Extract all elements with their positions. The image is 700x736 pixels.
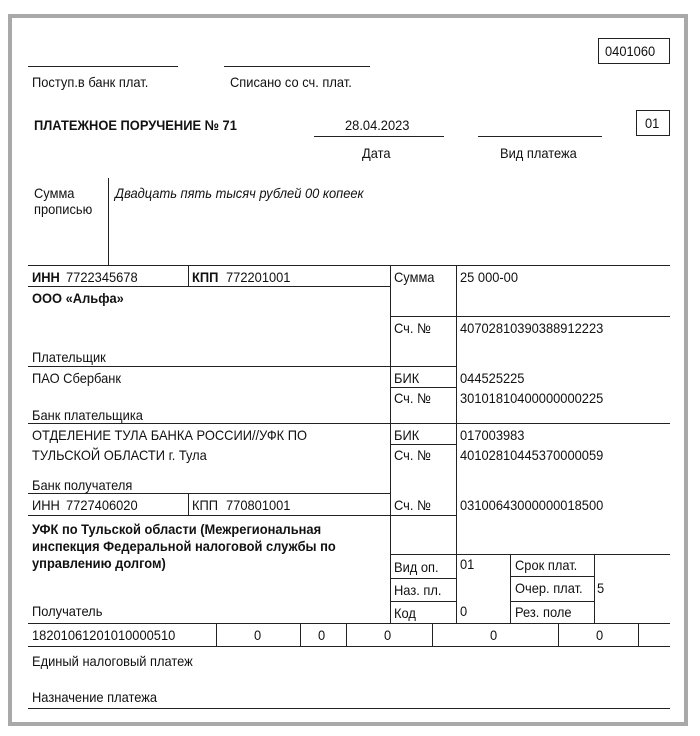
grid-line [28,493,390,494]
grid-line [188,493,189,515]
grid-line [28,623,670,624]
op-type-label: Вид оп. [394,559,439,575]
grid-line [456,265,457,623]
doc-number-value: 0 [490,627,498,643]
purpose-label: Назначение платежа [32,689,158,705]
payer-kpp-label: КПП [192,269,219,285]
grid-line [300,623,301,646]
payer-name: ООО «Альфа» [32,290,124,306]
code-label: Код [394,605,416,621]
status-code: 01 [645,115,660,131]
grid-line [28,366,456,367]
recipient-name-3: управлению долгом) [32,555,166,571]
doc-date-value: 0 [596,627,604,643]
priority-label: Очер. плат. [515,580,583,596]
payer-bank-name: ПАО Сбербанк [32,370,122,386]
grid-line [510,576,594,577]
received-label: Поступ.в банк плат. [32,74,149,90]
payer-inn-label: ИНН [32,269,60,285]
amount-words-label-2: прописью [34,201,93,217]
grid-line [28,265,670,266]
recipient-name-1: УФК по Тульской области (Межрегиональная [32,521,322,537]
payer-bank-account-label: Сч. № [394,390,431,406]
grid-line [28,646,670,647]
grid-line [390,578,456,579]
recipient-inn: 7727406020 [66,497,138,513]
recipient-account: 03100643000000018500 [460,497,604,513]
amount-words-value: Двадцать пять тысяч рублей 00 копеек [115,185,364,201]
payer-bank-account: 30101810400000000225 [460,390,604,406]
grid-line [346,623,347,646]
recipient-bank-label: Банк получателя [32,477,133,493]
recipient-account-label: Сч. № [394,497,431,513]
op-type: 01 [460,556,475,572]
kbk-value: 18201061201010000510 [32,627,176,643]
grid-line [432,623,433,646]
recipient-name-2: инспекция Федеральной налоговой службы по [32,538,336,554]
amount-value: 25 000-00 [460,269,519,285]
grid-line [28,515,390,516]
amount-words-label-1: Сумма [34,185,75,201]
recipient-kpp-label: КПП [192,497,219,513]
priority-value: 5 [597,580,605,596]
grid-line [390,387,456,388]
recipient-inn-label: ИНН [32,497,60,513]
grid-line [28,708,670,709]
received-line [28,66,178,67]
grid-line [558,623,559,646]
debited-label: Списано со сч. плат. [230,74,352,90]
grid-line [390,601,456,602]
grid-line [510,554,511,623]
payer-bank-label: Банк плательщика [32,407,143,423]
grid-line [390,316,670,317]
debited-line [224,66,370,67]
form-code: 0401060 [605,43,656,59]
amount-words-divider [108,178,109,265]
recipient-bank-bik: 017003983 [460,427,525,443]
grid-line [510,601,594,602]
purpose-code-label: Наз. пл. [394,582,442,598]
grid-line [390,515,456,516]
recipient-bank-bik-label: БИК [394,427,420,443]
recipient-bank-account: 40102810445370000059 [460,447,604,463]
purpose-text: Единый налоговый платеж [32,653,193,669]
payer-kpp: 772201001 [226,269,291,285]
payer-label: Плательщик [32,349,106,365]
document-date: 28.04.2023 [345,117,410,133]
grid-line [28,423,670,424]
amount-label: Сумма [394,269,435,285]
grid-line [28,286,390,287]
grid-line [216,623,217,646]
due-date-label: Срок плат. [515,557,578,573]
document-title: ПЛАТЕЖНОЕ ПОРУЧЕНИЕ № 71 [34,117,237,133]
grid-line [390,554,670,555]
recipient-label: Получатель [32,603,103,619]
grid-line [188,265,189,286]
oktmo-value: 0 [254,627,262,643]
payment-order-form [8,14,688,726]
payer-account: 40702810390388912223 [460,320,604,336]
grid-line [594,554,595,623]
recipient-bank-name-2: ТУЛЬСКОЙ ОБЛАСТИ г. Тула [32,447,207,463]
date-line [314,136,444,137]
payer-account-label: Сч. № [394,320,431,336]
payer-bank-bik: 044525225 [460,370,525,386]
payer-bank-bik-label: БИК [394,370,420,386]
reserved-label: Рез. поле [515,604,572,620]
period-value: 0 [384,627,392,643]
recipient-bank-name-1: ОТДЕЛЕНИЕ ТУЛА БАНКА РОССИИ//УФК ПО [32,427,308,443]
recipient-bank-account-label: Сч. № [394,447,431,463]
grid-line [390,444,456,445]
date-label: Дата [362,145,391,161]
payment-type-label: Вид платежа [500,145,577,161]
code-value: 0 [460,603,468,619]
payer-inn: 7722345678 [66,269,138,285]
recipient-kpp: 770801001 [226,497,291,513]
payment-type-line [478,136,602,137]
grid-line [638,623,639,646]
basis-value: 0 [318,627,326,643]
